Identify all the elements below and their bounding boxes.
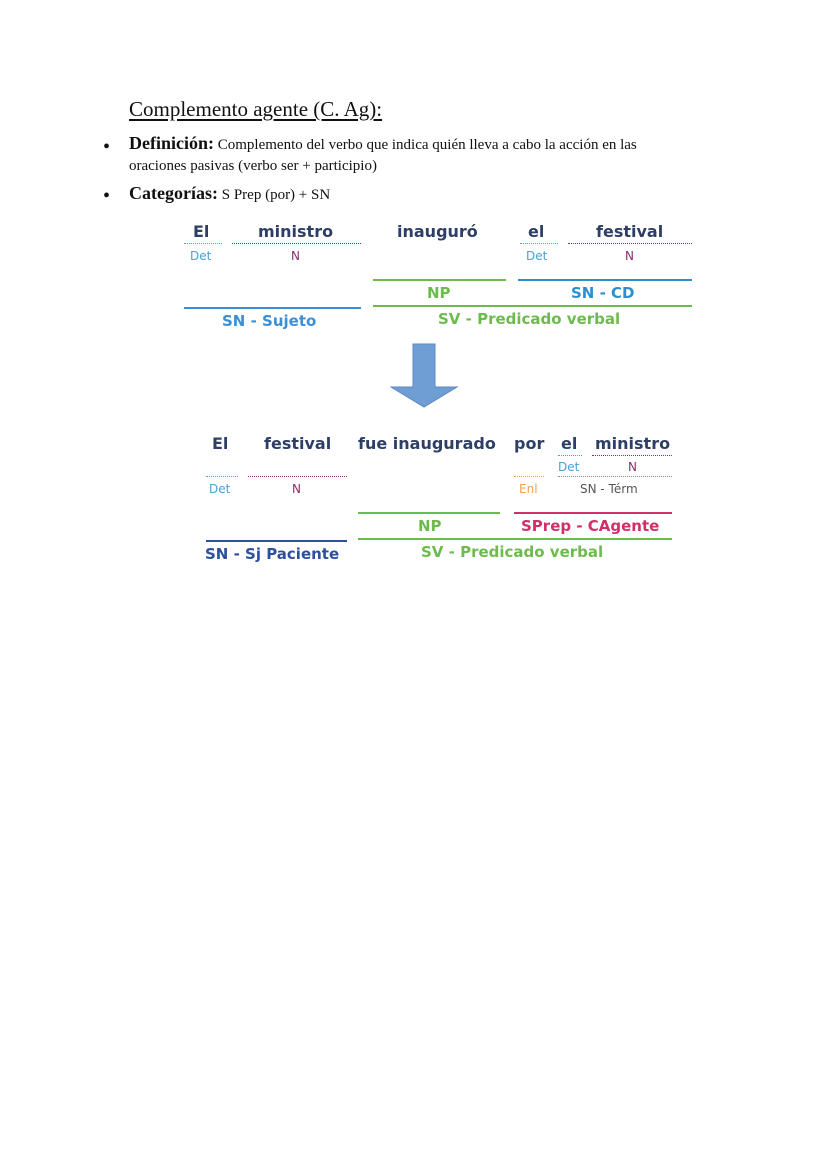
word-el: El [212, 434, 229, 453]
word-festival: festival [264, 434, 332, 453]
np-line [358, 512, 500, 514]
definition-paragraph [129, 133, 637, 177]
predicate-line [373, 305, 692, 307]
categories-label: Categorías: [129, 183, 218, 203]
definition-label: Definición: [129, 133, 214, 153]
det-underline [206, 476, 238, 477]
word-el-2: el [528, 222, 545, 241]
tag-n: N [291, 249, 300, 263]
tag-det: Det [558, 460, 580, 474]
noun-underline [232, 243, 361, 244]
tag-det: Det [526, 249, 548, 263]
word-festival: festival [596, 222, 664, 241]
word-inauguro: inauguró [397, 222, 478, 241]
noun-underline [592, 455, 672, 456]
cd-line [518, 279, 692, 281]
predicate-label: SV - Predicado verbal [438, 310, 621, 328]
bullet-icon: • [103, 185, 111, 207]
word-el: El [193, 222, 210, 241]
tag-n: N [292, 482, 301, 496]
term-underline [558, 476, 672, 477]
categories-paragraph [129, 183, 330, 206]
tag-enl: Enl [519, 482, 538, 496]
noun-underline [248, 476, 347, 477]
tag-det: Det [209, 482, 231, 496]
subject-line [184, 307, 361, 309]
word-ministro: ministro [595, 434, 671, 453]
categories-text: S Prep (por) + SN [217, 187, 331, 203]
np-line [373, 279, 506, 281]
det-underline [558, 455, 582, 456]
np-label: NP [427, 284, 451, 302]
subject-label: SN - Sujeto [222, 312, 317, 330]
subject-line [206, 540, 347, 542]
tag-sn-term: SN - Térm [580, 482, 638, 496]
definition-text-line2: oraciones pasivas (verbo ser + participio) [129, 158, 377, 174]
enl-underline [514, 476, 544, 477]
agent-label: SPrep - CAgente [521, 517, 660, 535]
noun-underline [568, 243, 692, 244]
word-el-2: el [561, 434, 578, 453]
predicate-label: SV - Predicado verbal [421, 543, 604, 561]
down-arrow-icon [390, 343, 460, 409]
np-label: NP [418, 517, 442, 535]
definition-text: Complemento del verbo que indica quién lleva a cabo la acción en las [214, 137, 637, 153]
det-underline [184, 243, 222, 244]
subject-label: SN - Sj Paciente [205, 545, 340, 563]
cd-label: SN - CD [571, 284, 635, 302]
word-ministro: ministro [258, 222, 334, 241]
tag-det: Det [190, 249, 212, 263]
agent-line [514, 512, 672, 514]
word-por: por [514, 434, 545, 453]
section-title: Complemento agente (C. Ag): [129, 97, 383, 121]
tag-n: N [625, 249, 634, 263]
tag-n: N [628, 460, 637, 474]
word-fue-inaugurado: fue inaugurado [358, 434, 496, 453]
predicate-line [358, 538, 672, 540]
det-underline [520, 243, 558, 244]
bullet-icon: • [103, 136, 111, 158]
